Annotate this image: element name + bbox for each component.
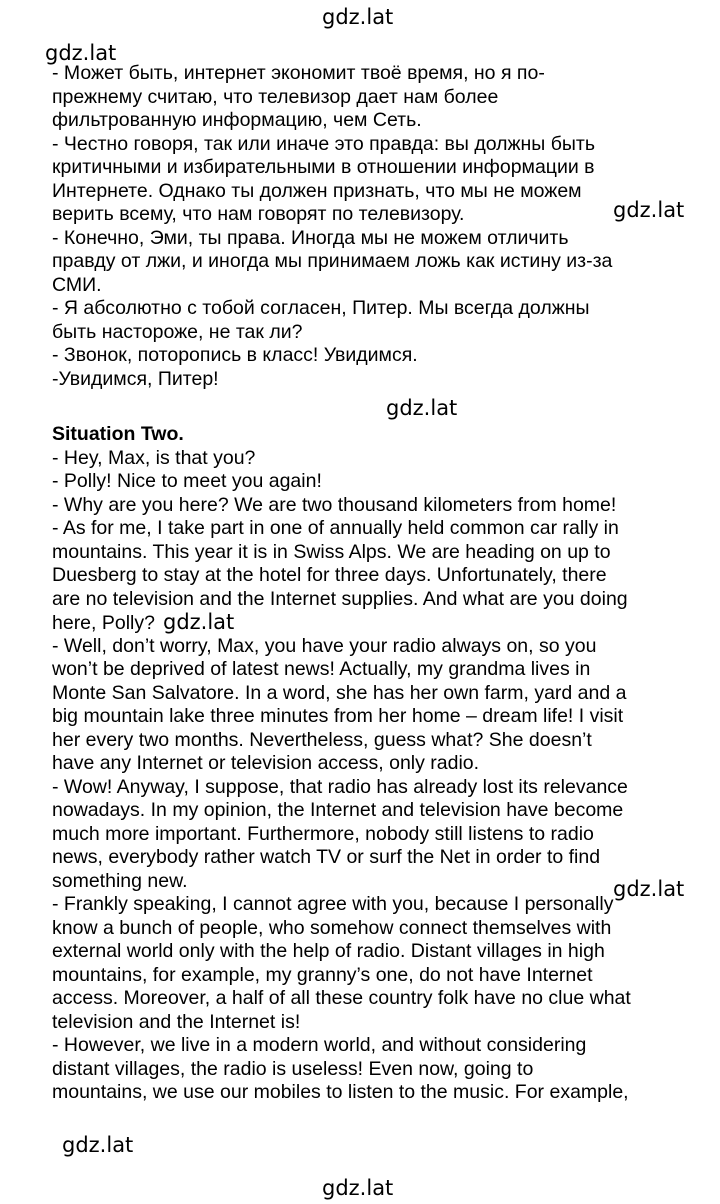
dialogue-line: - Frankly speaking, I cannot agree with you, because I personally [52, 893, 614, 915]
dialogue-line: правду от лжи, и иногда мы принимаем ложь как истину из-за [52, 250, 613, 272]
dialogue-line: - Why are you here? We are two thousand kilometers from home! [52, 493, 617, 516]
dialogue-line: external world only with the help of radio. Distant villages in high [52, 940, 605, 962]
dialogue-line: have any Internet or television access, only radio. [52, 752, 480, 774]
dialogue-line: news, everybody rather watch TV or surf the Net in order to find [52, 846, 601, 868]
watermark-top-left: gdz.lat [45, 41, 117, 65]
dialogue-line: - Может быть, интернет экономит твоё время, но я по- [52, 62, 545, 84]
dialogue-line: - Well, don’t worry, Max, you have your radio always on, so you [52, 634, 597, 657]
dialogue-line: Интернете. Однако ты должен признать, что мы не можем [52, 179, 582, 202]
watermark-right-lower: gdz.lat [613, 877, 685, 901]
dialogue-line: - Wow! Anyway, I suppose, that radio has already lost its relevance [52, 775, 628, 798]
dialogue-line: прежнему считаю, что телевизор дает нам более [52, 85, 499, 108]
dialogue-line: фильтрованную информацию, чем Сеть. [52, 109, 422, 131]
dialogue-line: something new. [52, 869, 188, 892]
dialogue-line: mountains. This year it is in Swiss Alps. We are heading on up to [52, 540, 611, 563]
dialogue-line: her every two months. Nevertheless, guess what? She doesn’t [52, 728, 592, 751]
dialogue-line: big mountain lake three minutes from her home – dream life! I visit [52, 705, 624, 727]
dialogue-line: - However, we live in a modern world, and without considering [52, 1034, 587, 1056]
dialogue-line: верить всему, что нам говорят по телевизору. [52, 203, 465, 225]
dialogue-line: mountains, we use our mobiles to listen to the music. For example, [52, 1081, 629, 1103]
dialogue-line: - Звонок, поторопись в класс! Увидимся. [52, 344, 418, 366]
dialogue-line: СМИ. [52, 273, 102, 296]
dialogue-line: -Увидимся, Питер! [52, 367, 219, 390]
watermark-top-center: gdz.lat [322, 5, 394, 29]
dialogue-text: here, Polly? [52, 612, 155, 634]
section-heading: Situation Two. [52, 423, 184, 445]
situation-two [52, 423, 631, 1105]
dialogue-line: nowadays. In my opinion, the Internet and television have become [52, 799, 624, 821]
dialogue-line: know a bunch of people, who somehow connect themselves with [52, 916, 612, 939]
dialogue-line: быть настороже, не так ли? [52, 320, 303, 343]
watermark-bottom-left: gdz.lat [62, 1133, 134, 1157]
dialogue-line: Monte San Salvatore. In a word, she has her own farm, yard and a [52, 681, 627, 704]
dialogue-line: критичными и избирательными в отношении информации в [52, 156, 595, 178]
dialogue-line: distant villages, the radio is useless! Even now, going to [52, 1057, 534, 1080]
dialogue-line: - Я абсолютно с тобой согласен, Питер. Мы всегда должны [52, 297, 590, 319]
dialogue-line: mountains, for example, my granny’s one, do not have Internet [52, 963, 593, 986]
watermark-right-upper: gdz.lat [613, 198, 685, 222]
dialogue-line: are no television and the Internet supplies. And what are you doing [52, 587, 628, 610]
dialogue-line: - Hey, Max, is that you? [52, 446, 256, 469]
dialogue-line: television and the Internet is! [52, 1010, 301, 1033]
dialogue-line: - Конечно, Эми, ты права. Иногда мы не можем отличить [52, 226, 569, 249]
dialogue-line: Duesberg to stay at the hotel for three days. Unfortunately, there [52, 564, 607, 586]
dialogue-line: much more important. Furthermore, nobody still listens to radio [52, 822, 594, 845]
watermark-inline: gdz.lat [162, 610, 235, 634]
dialogue-line: - Честно говоря, так или иначе это правда: вы должны быть [52, 132, 596, 155]
dialogue-line: won’t be deprived of latest news! Actually, my grandma lives in [52, 658, 591, 680]
dialogue-one [52, 62, 612, 391]
dialogue-line: - Polly! Nice to meet you again! [52, 470, 322, 492]
watermark-bottom-center: gdz.lat [322, 1176, 394, 1200]
watermark-middle: gdz.lat [386, 396, 458, 420]
dialogue-line: access. Moreover, a half of all these country folk have no clue what [52, 987, 631, 1009]
dialogue-line: - As for me, I take part in one of annually held common car rally in [52, 517, 619, 539]
dialogue-line-with-watermark [52, 611, 631, 635]
